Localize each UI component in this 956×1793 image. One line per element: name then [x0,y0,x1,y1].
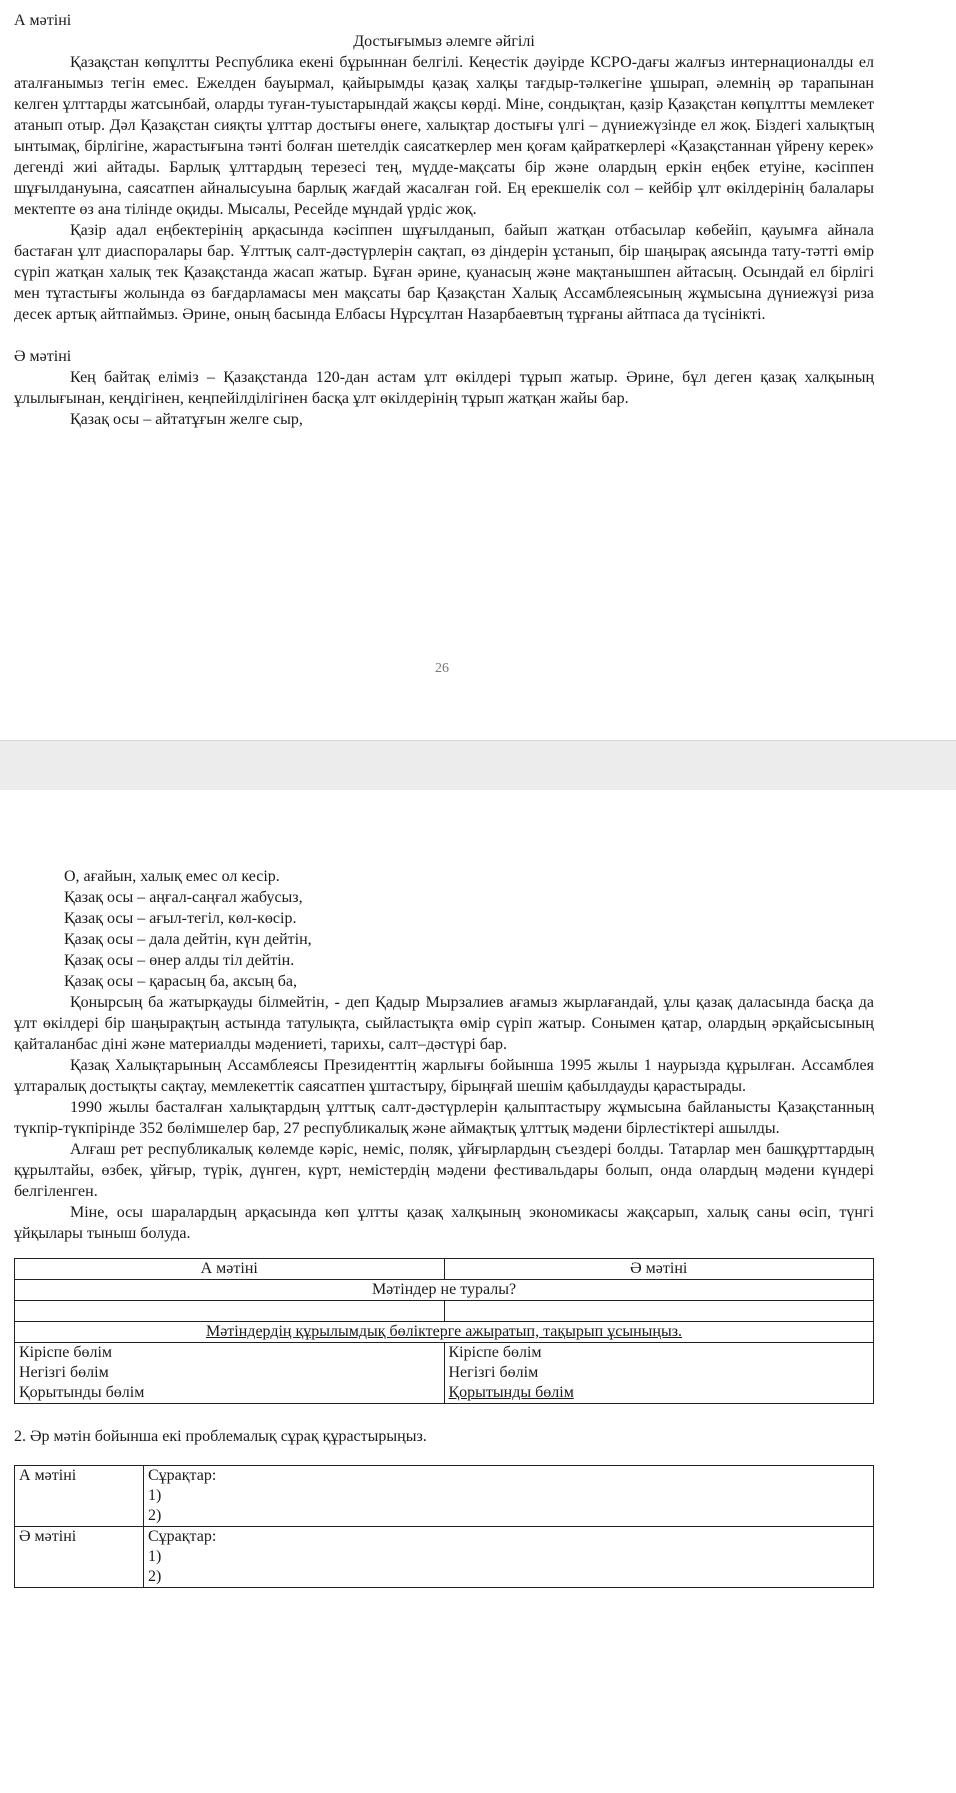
text-b-paragraph: Қазақ Халықтарының Ассамблеясы Президенттің жарлығы бойынша 1995 жылы 1 наурызда құрылған. Ассамблея ұлтаралық достықты сақтау, мемлекеттік саясатпен ұштастыру, бірыңғай шешім қабылдауды қарастырады. [14,1057,874,1095]
questions-table [14,1465,874,1588]
answer-cell-a[interactable] [15,1301,445,1322]
table-row [15,1466,874,1527]
text-b-paragraph: Қонырсың ба жатырқауды білмейтін, - деп Қадыр Мырзалиев ағамыз жырлағандай, ұлы қазақ даласында басқа да ұлт өкілдері бір шаңырақтың астында татулықта, сыйластықта өмір сүріп жатыр. Сонымен қатар, олардың әрқайсысының қайталанбас діні және материалды мәдениеті, тарихы, салт–дәстүрі бар. [14,994,874,1053]
questions-row-label: А мәтіні [15,1466,144,1527]
text-a-paragraph-1: Қазақстан көпұлтты Республика екені бұрыннан белгілі. Кеңестік дәуірде КСРО-дағы жалғыз интернационалды ел аталғанымыз тегін емес. Ежелден бауырмал, қайырымды қазақ халқы тағдыр-тәлкегіне ұшырап, әлемнің әр тарапынан келген ұлттарды жатсынбай, оларды туған-туыстарындай жақсы көрді. Міне, сондықтан, қазір Қазақстан көпұлтты мемлекет атанып отыр. Дәл Қазақстан сияқты ұлттар достығы өнеге, халықтар достығы үлгі – дүниежүзінде ел жоқ. Біздегі халықтың ынтымақ, бірлігіне, жарастығына тәнті болған шетелдік саясаткерлер мен қоғам қайраткерлері «Қазақстаннан үйрену керек» дегенді жиі айтады. Барлық ұлттардың терезесі тең, мүдде-мақсаты бір және олардың еркін еңбек етуіне, кәсіппен шұғылдануына, саясатпен айналысуына барлық жағдай жасалған гой. Ең ерекшелік сол – кейбір ұлт өкілдерінің балалары мектепте өз ана тілінде оқиды. Мысалы, Ресейде мұндай үрдіс жоқ. [14,54,874,218]
table-structure-task [15,1322,874,1343]
part-conclusion: Қорытынды бөлім [448,1384,574,1401]
poem-line: О, ағайын, халық емес ол кесір. [64,868,280,885]
page-1-content [14,10,874,430]
answer-cell-b[interactable] [444,1301,874,1322]
page-2-content [14,866,874,1588]
page-separator [0,740,956,792]
table-row [15,1322,874,1343]
text-b-label: Ә мәтіні [14,348,72,365]
question-item: 2) [148,1568,162,1585]
text-b-paragraph: Алғаш рет республикалық көлемде кәріс, неміс, поляк, ұйғырлардың съездері болды. Татарлар мен башқұрттардың құрылтайы, өзбек, ұйғыр, түрік, дүнген, күрт, немістердің мәдени фестивальдары болып, онда олардың мәдени күндері белгіленген. [14,1141,874,1200]
poem-line: Қазақ осы – дала дейтін, күн дейтін, [64,931,312,948]
structure-task-text: Мәтіндердің құрылымдық бөліктерге ажыратып, тақырып ұсыныңыз. [205,1323,683,1340]
part-main: Негізгі бөлім [19,1364,109,1381]
comparison-table [14,1258,874,1404]
question-item: 1) [148,1548,162,1565]
table-row [15,1259,874,1280]
text-b-paragraph: 1990 жылы басталған халықтардың ұлттық салт-дәстүрлерін қалыптастыру жұмысына байланысты Қазақстанның түкпір-түкпірінде 352 бөлімшелер бар, 27 республикалық және аймақтық ұлттық мәдени бірлестіктері ашылды. [14,1099,874,1137]
document-page-2 [0,790,956,1793]
poem-line: Қазақ осы – аңғал-саңғал жабусыз, [64,889,303,906]
text-a-label: А мәтіні [14,12,72,29]
questions-cell[interactable] [144,1527,874,1588]
table-row [15,1343,874,1404]
part-conclusion: Қорытынды бөлім [19,1384,145,1401]
text-b-poem-intro: Қазақ осы – айтатұғын желге сыр, [70,411,303,428]
text-b-paragraph-1: Кең байтақ еліміз – Қазақстанда 120-дан астам ұлт өкілдері тұрып жатыр. Әрине, бұл деген қазақ халқының ұлылығынан, кеңдігінен, кеңпейілділігінен басқа ұлт өкілдерінің тұрып жатқан жайы бар. [14,369,874,407]
table-row [15,1301,874,1322]
table-header-text-b: Ә мәтіні [444,1259,874,1280]
text-a-paragraph-2: Қазір адал еңбектерінің арқасында кәсіппен шұғылданып, байып жатқан отбасылар көбейіп, қауымға айнала бастаған ұлт диаспоралары бар. Ұлттық салт-дәстүрлерін сақтап, өз діндерін ұстанып, бір шаңырақ аясында тату-тәтті өмір сүріп жатқан халық тек Қазақстанда жасап жатыр. Бұған әрине, қуанасың және мақтанышпен айтасың. Осындай ел бірлігі мен тұтастығы жолында өз бағдарламасы мен мақсаты бар Қазақстан Халық Ассамблеясының жұмысына дүниежүзі риза десек артық айтпаймыз. Әрине, оның басында Елбасы Нұрсұлтан Назарбаевтың тұрғаны айтпаса да түсінікті. [14,222,874,323]
questions-row-label: Ә мәтіні [15,1527,144,1588]
text-b-paragraph: Міне, осы шаралардың арқасында көп ұлтты қазақ халқының экономикасы жақсарып, халық саны өсіп, түнгі ұйқылары тыныш болуда. [14,1204,874,1242]
table-row [15,1280,874,1301]
document-page-1 [0,0,956,740]
poem-line: Қазақ осы – өнер алды тіл дейтін. [64,952,295,969]
question-item: 2) [148,1507,162,1524]
task-2-instruction: 2. Әр мәтін бойынша екі проблемалық сұрақ құрастырыңыз. [14,1428,427,1445]
table-row [15,1527,874,1588]
poem-line: Қазақ осы – қарасың ба, аксың ба, [64,973,297,990]
table-header-text-a: А мәтіні [15,1259,445,1280]
part-main: Негізгі бөлім [448,1364,539,1381]
poem-line: Қазақ осы – ағыл-тегіл, көл-көсір. [64,910,297,927]
text-a-title: Достығымыз әлемге әйгілі [353,33,535,50]
table-question-about: Мәтіндер не туралы? [15,1280,874,1301]
parts-cell-a[interactable] [15,1343,445,1404]
page-number: 26 [435,661,449,676]
part-intro: Кіріспе бөлім [448,1344,542,1361]
part-intro: Кіріспе бөлім [19,1344,113,1361]
questions-cell[interactable] [144,1466,874,1527]
parts-cell-b[interactable] [444,1343,874,1404]
spacer [14,325,874,346]
question-item: 1) [148,1487,162,1504]
questions-label: Сұрақтар: [148,1467,217,1484]
questions-label: Сұрақтар: [148,1528,217,1545]
